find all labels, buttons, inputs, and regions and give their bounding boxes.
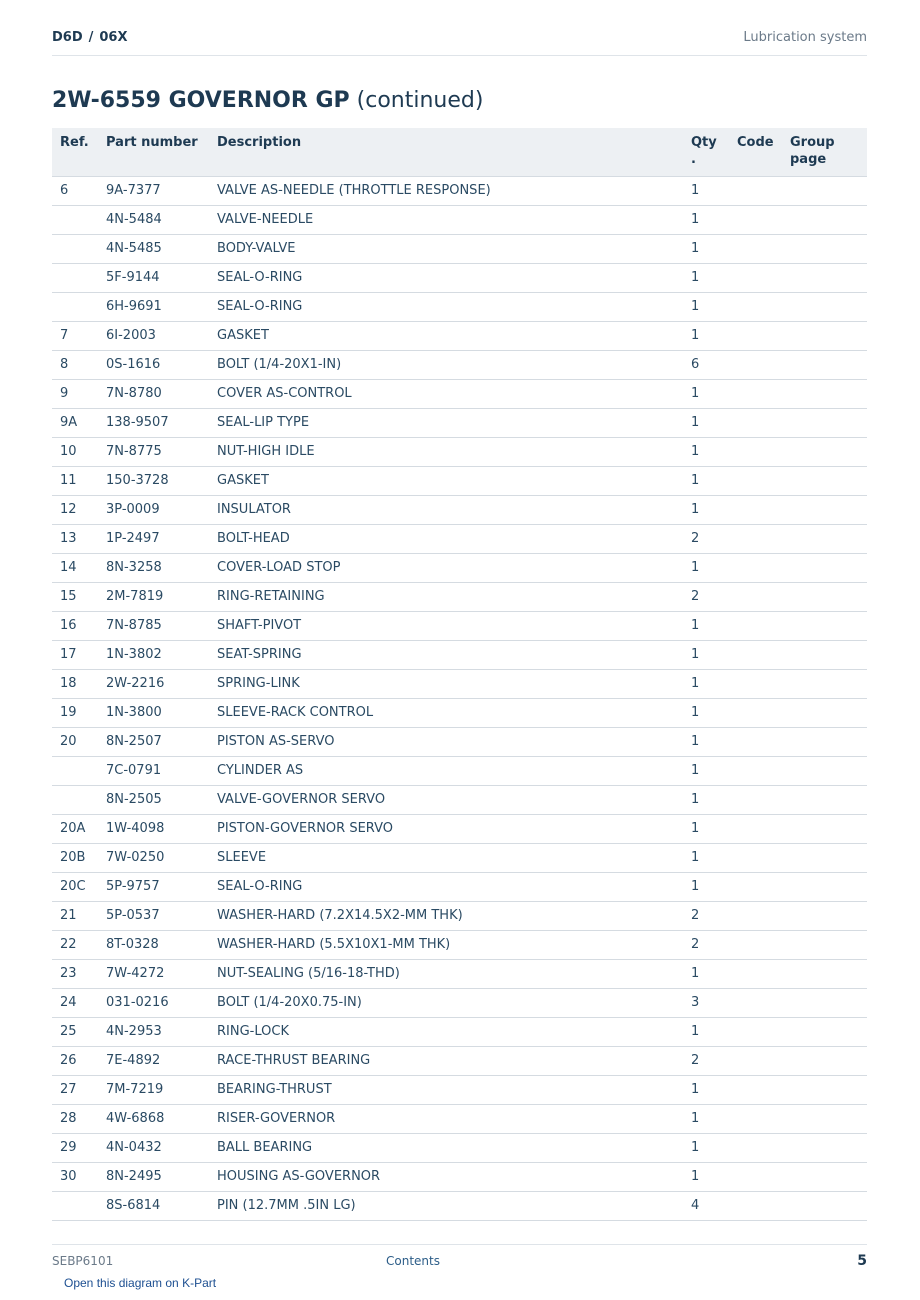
cell-description: GASKET xyxy=(209,321,683,350)
cell-part-number: 7M-7219 xyxy=(98,1075,209,1104)
cell-part-number: 5P-0537 xyxy=(98,901,209,930)
cell-ref: 10 xyxy=(52,437,98,466)
cell-ref: 14 xyxy=(52,553,98,582)
cell-qty: 1 xyxy=(683,176,729,205)
cell-group-page xyxy=(782,640,867,669)
cell-group-page xyxy=(782,843,867,872)
model-label: D6D xyxy=(52,30,83,45)
cell-code xyxy=(729,988,782,1017)
cell-group-page xyxy=(782,495,867,524)
cell-description: RING-RETAINING xyxy=(209,582,683,611)
cell-part-number: 7W-0250 xyxy=(98,843,209,872)
table-row xyxy=(52,466,867,495)
cell-qty: 1 xyxy=(683,466,729,495)
table-row xyxy=(52,263,867,292)
cell-part-number: 5F-9144 xyxy=(98,263,209,292)
cell-description: BOLT (1/4-20X0.75-IN) xyxy=(209,988,683,1017)
cell-qty: 1 xyxy=(683,234,729,263)
cell-group-page xyxy=(782,379,867,408)
cell-ref: 8 xyxy=(52,350,98,379)
cell-qty: 1 xyxy=(683,959,729,988)
parts-table-body xyxy=(52,176,867,1220)
cell-code xyxy=(729,495,782,524)
cell-description: BEARING-THRUST xyxy=(209,1075,683,1104)
cell-code xyxy=(729,756,782,785)
cell-group-page xyxy=(782,582,867,611)
cell-description: INSULATOR xyxy=(209,495,683,524)
cell-code xyxy=(729,959,782,988)
cell-group-page xyxy=(782,466,867,495)
cell-qty: 1 xyxy=(683,785,729,814)
cell-description: VALVE-NEEDLE xyxy=(209,205,683,234)
cell-group-page xyxy=(782,814,867,843)
cell-code xyxy=(729,582,782,611)
cell-group-page xyxy=(782,1046,867,1075)
cell-group-page xyxy=(782,1075,867,1104)
cell-code xyxy=(729,205,782,234)
cell-group-page xyxy=(782,727,867,756)
cell-part-number: 3P-0009 xyxy=(98,495,209,524)
table-row xyxy=(52,669,867,698)
table-row xyxy=(52,611,867,640)
table-row xyxy=(52,872,867,901)
cell-description: NUT-HIGH IDLE xyxy=(209,437,683,466)
cell-qty: 1 xyxy=(683,408,729,437)
cell-part-number: 8N-3258 xyxy=(98,553,209,582)
table-row xyxy=(52,582,867,611)
cell-description: BODY-VALVE xyxy=(209,234,683,263)
cell-qty: 1 xyxy=(683,1162,729,1191)
cell-ref: 16 xyxy=(52,611,98,640)
cell-description: SEAL-O-RING xyxy=(209,872,683,901)
cell-group-page xyxy=(782,350,867,379)
table-row xyxy=(52,495,867,524)
cell-ref: 27 xyxy=(52,1075,98,1104)
cell-ref: 15 xyxy=(52,582,98,611)
cell-group-page xyxy=(782,263,867,292)
cell-part-number: 1P-2497 xyxy=(98,524,209,553)
table-row xyxy=(52,524,867,553)
cell-part-number: 138-9507 xyxy=(98,408,209,437)
cell-group-page xyxy=(782,669,867,698)
cell-qty: 1 xyxy=(683,553,729,582)
cell-qty: 6 xyxy=(683,350,729,379)
cell-group-page xyxy=(782,785,867,814)
cell-group-page xyxy=(782,524,867,553)
cell-qty: 1 xyxy=(683,1133,729,1162)
table-row xyxy=(52,292,867,321)
cell-code xyxy=(729,1104,782,1133)
cell-description: RING-LOCK xyxy=(209,1017,683,1046)
cell-code xyxy=(729,234,782,263)
cell-part-number: 7W-4272 xyxy=(98,959,209,988)
cell-group-page xyxy=(782,1017,867,1046)
cell-qty: 2 xyxy=(683,901,729,930)
cell-code xyxy=(729,727,782,756)
cell-group-page xyxy=(782,1104,867,1133)
serial-label: 06X xyxy=(99,30,128,45)
breadcrumb-separator: / xyxy=(88,30,94,45)
cell-ref: 30 xyxy=(52,1162,98,1191)
table-row xyxy=(52,640,867,669)
cell-qty: 1 xyxy=(683,698,729,727)
cell-code xyxy=(729,553,782,582)
cell-group-page xyxy=(782,698,867,727)
cell-group-page xyxy=(782,234,867,263)
cell-code xyxy=(729,408,782,437)
cell-ref: 13 xyxy=(52,524,98,553)
cell-group-page xyxy=(782,1162,867,1191)
cell-group-page xyxy=(782,292,867,321)
cell-group-page xyxy=(782,553,867,582)
cell-code xyxy=(729,1075,782,1104)
cell-code xyxy=(729,437,782,466)
cell-ref: 20A xyxy=(52,814,98,843)
cell-description: PISTON AS-SERVO xyxy=(209,727,683,756)
cell-code xyxy=(729,466,782,495)
cell-description: COVER AS-CONTROL xyxy=(209,379,683,408)
cell-ref: 20B xyxy=(52,843,98,872)
cell-code xyxy=(729,640,782,669)
document-id: SEBP6101 xyxy=(52,1254,114,1268)
cell-ref: 18 xyxy=(52,669,98,698)
table-row xyxy=(52,785,867,814)
table-row xyxy=(52,437,867,466)
cell-part-number: 8N-2505 xyxy=(98,785,209,814)
cell-group-page xyxy=(782,437,867,466)
page-footer xyxy=(52,1244,867,1275)
cell-description: BALL BEARING xyxy=(209,1133,683,1162)
cell-part-number: 1W-4098 xyxy=(98,814,209,843)
cell-description: COVER-LOAD STOP xyxy=(209,553,683,582)
cell-description: GASKET xyxy=(209,466,683,495)
cell-part-number: 4N-5484 xyxy=(98,205,209,234)
cell-description: PISTON-GOVERNOR SERVO xyxy=(209,814,683,843)
table-row xyxy=(52,930,867,959)
cell-ref: 6 xyxy=(52,176,98,205)
table-row xyxy=(52,321,867,350)
cell-ref: 29 xyxy=(52,1133,98,1162)
cell-qty: 1 xyxy=(683,611,729,640)
cell-ref: 24 xyxy=(52,988,98,1017)
column-header-code: Code xyxy=(729,128,782,176)
table-row xyxy=(52,1046,867,1075)
cell-group-page xyxy=(782,408,867,437)
group-title: 2W-6559 GOVERNOR GP xyxy=(52,88,350,113)
cell-qty: 1 xyxy=(683,1017,729,1046)
table-row xyxy=(52,1017,867,1046)
table-row xyxy=(52,988,867,1017)
cell-description: BOLT (1/4-20X1-IN) xyxy=(209,350,683,379)
open-diagram-k-part-link[interactable]: Open this diagram on K-Part xyxy=(64,1276,217,1290)
cell-code xyxy=(729,1162,782,1191)
cell-qty: 1 xyxy=(683,1104,729,1133)
table-row xyxy=(52,1104,867,1133)
cell-part-number: 7N-8785 xyxy=(98,611,209,640)
cell-group-page xyxy=(782,930,867,959)
cell-description: PIN (12.7MM .5IN LG) xyxy=(209,1191,683,1220)
cell-code xyxy=(729,872,782,901)
cell-group-page xyxy=(782,872,867,901)
cell-qty: 1 xyxy=(683,495,729,524)
cell-part-number: 0S-1616 xyxy=(98,350,209,379)
page-title xyxy=(52,88,483,113)
cell-qty: 2 xyxy=(683,582,729,611)
table-row xyxy=(52,205,867,234)
cell-code xyxy=(729,669,782,698)
cell-ref: 7 xyxy=(52,321,98,350)
cell-ref xyxy=(52,292,98,321)
cell-ref: 20 xyxy=(52,727,98,756)
cell-code xyxy=(729,930,782,959)
cell-ref: 9A xyxy=(52,408,98,437)
cell-code xyxy=(729,785,782,814)
breadcrumb xyxy=(52,30,128,45)
cell-qty: 1 xyxy=(683,843,729,872)
cell-qty: 4 xyxy=(683,1191,729,1220)
cell-qty: 1 xyxy=(683,669,729,698)
cell-ref: 28 xyxy=(52,1104,98,1133)
column-header-part-number: Part number xyxy=(98,128,209,176)
cell-ref: 21 xyxy=(52,901,98,930)
cell-qty: 1 xyxy=(683,379,729,408)
cell-code xyxy=(729,611,782,640)
cell-qty: 1 xyxy=(683,814,729,843)
contents-link[interactable]: Contents xyxy=(386,1254,440,1268)
table-row xyxy=(52,1162,867,1191)
cell-ref xyxy=(52,1191,98,1220)
cell-description: WASHER-HARD (5.5X10X1-MM THK) xyxy=(209,930,683,959)
parts-table xyxy=(52,128,867,1221)
cell-qty: 2 xyxy=(683,930,729,959)
cell-part-number: 031-0216 xyxy=(98,988,209,1017)
cell-description: VALVE-GOVERNOR SERVO xyxy=(209,785,683,814)
cell-ref: 12 xyxy=(52,495,98,524)
table-row xyxy=(52,234,867,263)
cell-description: SEAL-O-RING xyxy=(209,263,683,292)
cell-qty: 2 xyxy=(683,524,729,553)
title-suffix: (continued) xyxy=(356,88,484,113)
cell-description: RACE-THRUST BEARING xyxy=(209,1046,683,1075)
cell-description: SHAFT-PIVOT xyxy=(209,611,683,640)
cell-ref: 9 xyxy=(52,379,98,408)
cell-ref: 17 xyxy=(52,640,98,669)
cell-description: SLEEVE xyxy=(209,843,683,872)
cell-part-number: 8T-0328 xyxy=(98,930,209,959)
cell-description: SPRING-LINK xyxy=(209,669,683,698)
cell-part-number: 6I-2003 xyxy=(98,321,209,350)
cell-part-number: 150-3728 xyxy=(98,466,209,495)
cell-ref: 25 xyxy=(52,1017,98,1046)
table-row xyxy=(52,756,867,785)
cell-description: RISER-GOVERNOR xyxy=(209,1104,683,1133)
table-row xyxy=(52,1191,867,1220)
table-row xyxy=(52,814,867,843)
cell-qty: 1 xyxy=(683,437,729,466)
cell-qty: 1 xyxy=(683,1075,729,1104)
column-header-ref: Ref. xyxy=(52,128,98,176)
column-header-qty: Qty . xyxy=(683,128,729,176)
table-header-row xyxy=(52,128,867,176)
cell-qty: 1 xyxy=(683,756,729,785)
cell-part-number: 2W-2216 xyxy=(98,669,209,698)
cell-part-number: 9A-7377 xyxy=(98,176,209,205)
cell-qty: 1 xyxy=(683,205,729,234)
cell-group-page xyxy=(782,756,867,785)
table-row xyxy=(52,350,867,379)
cell-code xyxy=(729,698,782,727)
cell-ref: 26 xyxy=(52,1046,98,1075)
table-row xyxy=(52,1133,867,1162)
cell-ref: 11 xyxy=(52,466,98,495)
cell-code xyxy=(729,263,782,292)
cell-part-number: 7C-0791 xyxy=(98,756,209,785)
cell-ref: 23 xyxy=(52,959,98,988)
cell-ref xyxy=(52,785,98,814)
cell-ref: 19 xyxy=(52,698,98,727)
cell-code xyxy=(729,1133,782,1162)
cell-qty: 1 xyxy=(683,321,729,350)
cell-code xyxy=(729,292,782,321)
cell-group-page xyxy=(782,176,867,205)
cell-ref: 20C xyxy=(52,872,98,901)
cell-qty: 1 xyxy=(683,640,729,669)
cell-code xyxy=(729,1017,782,1046)
cell-qty: 1 xyxy=(683,727,729,756)
cell-description: SEAT-SPRING xyxy=(209,640,683,669)
cell-code xyxy=(729,843,782,872)
cell-qty: 1 xyxy=(683,872,729,901)
cell-group-page xyxy=(782,901,867,930)
cell-code xyxy=(729,1046,782,1075)
cell-part-number: 4N-5485 xyxy=(98,234,209,263)
table-row xyxy=(52,1075,867,1104)
cell-group-page xyxy=(782,611,867,640)
cell-ref: 22 xyxy=(52,930,98,959)
cell-description: BOLT-HEAD xyxy=(209,524,683,553)
page-header xyxy=(52,28,867,56)
cell-ref xyxy=(52,234,98,263)
cell-description: WASHER-HARD (7.2X14.5X2-MM THK) xyxy=(209,901,683,930)
page-number: 5 xyxy=(857,1253,867,1269)
cell-part-number: 4N-2953 xyxy=(98,1017,209,1046)
cell-qty: 3 xyxy=(683,988,729,1017)
cell-code xyxy=(729,901,782,930)
cell-description: SEAL-O-RING xyxy=(209,292,683,321)
cell-code xyxy=(729,379,782,408)
section-name: Lubrication system xyxy=(743,30,867,45)
cell-code xyxy=(729,1191,782,1220)
column-header-description: Description xyxy=(209,128,683,176)
cell-part-number: 7N-8780 xyxy=(98,379,209,408)
cell-part-number: 8N-2507 xyxy=(98,727,209,756)
table-row xyxy=(52,408,867,437)
cell-code xyxy=(729,176,782,205)
cell-part-number: 6H-9691 xyxy=(98,292,209,321)
cell-qty: 1 xyxy=(683,292,729,321)
cell-part-number: 1N-3800 xyxy=(98,698,209,727)
cell-part-number: 2M-7819 xyxy=(98,582,209,611)
cell-description: CYLINDER AS xyxy=(209,756,683,785)
cell-description: SEAL-LIP TYPE xyxy=(209,408,683,437)
cell-part-number: 7N-8775 xyxy=(98,437,209,466)
table-row xyxy=(52,843,867,872)
cell-part-number: 1N-3802 xyxy=(98,640,209,669)
cell-ref xyxy=(52,263,98,292)
cell-group-page xyxy=(782,321,867,350)
cell-part-number: 8N-2495 xyxy=(98,1162,209,1191)
cell-group-page xyxy=(782,205,867,234)
cell-group-page xyxy=(782,959,867,988)
cell-ref xyxy=(52,756,98,785)
cell-code xyxy=(729,814,782,843)
cell-part-number: 4N-0432 xyxy=(98,1133,209,1162)
cell-code xyxy=(729,524,782,553)
cell-ref xyxy=(52,205,98,234)
cell-description: VALVE AS-NEEDLE (THROTTLE RESPONSE) xyxy=(209,176,683,205)
cell-group-page xyxy=(782,1191,867,1220)
cell-group-page xyxy=(782,988,867,1017)
table-row xyxy=(52,379,867,408)
table-row xyxy=(52,901,867,930)
table-row xyxy=(52,959,867,988)
cell-description: NUT-SEALING (5/16-18-THD) xyxy=(209,959,683,988)
table-row xyxy=(52,176,867,205)
cell-description: HOUSING AS-GOVERNOR xyxy=(209,1162,683,1191)
cell-code xyxy=(729,321,782,350)
cell-qty: 1 xyxy=(683,263,729,292)
cell-qty: 2 xyxy=(683,1046,729,1075)
column-header-group-page: Group page xyxy=(782,128,867,176)
cell-group-page xyxy=(782,1133,867,1162)
cell-part-number: 7E-4892 xyxy=(98,1046,209,1075)
table-row xyxy=(52,698,867,727)
cell-description: SLEEVE-RACK CONTROL xyxy=(209,698,683,727)
table-row xyxy=(52,553,867,582)
cell-part-number: 5P-9757 xyxy=(98,872,209,901)
cell-part-number: 4W-6868 xyxy=(98,1104,209,1133)
cell-part-number: 8S-6814 xyxy=(98,1191,209,1220)
cell-code xyxy=(729,350,782,379)
table-row xyxy=(52,727,867,756)
